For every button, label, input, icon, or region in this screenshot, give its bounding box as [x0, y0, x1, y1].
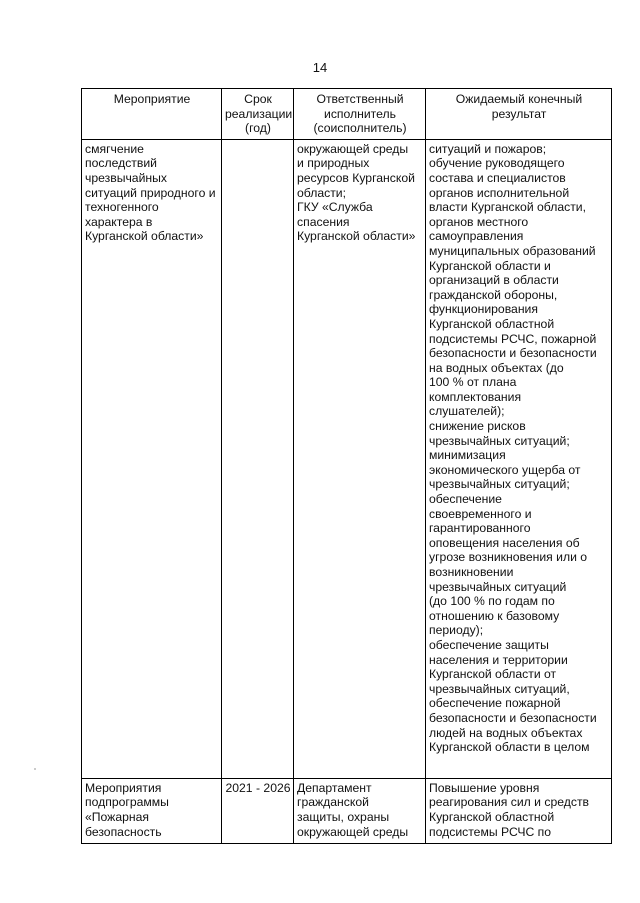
text-line: Повышение уровня [429, 780, 540, 795]
text-line: окружающей среды [297, 141, 409, 156]
text-line: Срок [244, 92, 272, 106]
text-line: Курганской области в целом [429, 740, 590, 755]
text-line: состава и специалистов [429, 170, 566, 185]
text-line: угрозе возникновения или о [429, 550, 588, 565]
text-line: исполнитель [324, 106, 396, 121]
text-line: Курганской областной [429, 809, 555, 824]
text-line: Курганской области» [297, 229, 416, 244]
table-row [82, 778, 612, 843]
scan-speck [34, 768, 36, 770]
text-line: подсистемы РСЧС по [429, 824, 552, 839]
text-line: людей на водных объектах [429, 725, 583, 740]
text-line: безопасность [85, 824, 162, 839]
text-line: минимизация [429, 448, 506, 463]
text-line: снижение рисков [429, 419, 526, 434]
text-line: гражданской обороны, [429, 287, 558, 302]
text-line: (соисполнитель) [313, 121, 407, 136]
text-line: подпрограммы [85, 795, 169, 810]
text-line: Ожидаемый конечный [455, 92, 583, 106]
header-event [82, 89, 222, 140]
header-term [222, 89, 294, 140]
text-line: Департамент [297, 780, 372, 795]
cell-result [426, 778, 612, 843]
text-line: Курганской области от [429, 667, 557, 682]
text-line: самоуправления [429, 229, 524, 244]
text-line: спасения [297, 214, 350, 229]
cell-term [222, 778, 294, 843]
text-line: периоду); [429, 623, 484, 638]
measures-table [81, 88, 612, 844]
text-line: подсистемы РСЧС, пожарной [429, 331, 597, 346]
text-line: реализации [225, 106, 293, 121]
text-line: своевременного и [429, 506, 532, 521]
text-line: 100 % от плана [429, 375, 517, 390]
text-line: обеспечение защиты [429, 637, 549, 652]
text-line: и природных [297, 156, 370, 171]
text-line: последствий [85, 156, 157, 171]
text-line: техногенного [85, 200, 159, 215]
text-line: гарантированного [429, 521, 531, 536]
table-row [82, 139, 612, 778]
text-line: комплектования [429, 389, 522, 404]
text-line: (до 100 % по годам по [429, 594, 555, 609]
text-line: области; [297, 185, 346, 200]
text-line: Ответственный [316, 92, 404, 106]
text-line: ситуаций природного и [85, 185, 216, 200]
cell-result [426, 139, 612, 778]
text-line: оповещения населения об [429, 535, 580, 550]
text-line: характера в [85, 214, 153, 229]
text-line: власти Курганской области, [429, 200, 586, 215]
text-line: обеспечение [429, 492, 502, 507]
cell-event [82, 778, 222, 843]
text-line: ресурсов Курганской [297, 170, 415, 185]
text-line: отношению к базовому [429, 608, 560, 623]
text-line: (год) [245, 121, 271, 136]
text-line: результат [491, 106, 547, 121]
text-line: чрезвычайных ситуаций, [429, 681, 570, 696]
text-line: 2021 - 2026 [225, 780, 291, 795]
header-executor [294, 89, 426, 140]
text-line: экономического ущерба от [429, 462, 581, 477]
text-line: «Пожарная [85, 809, 149, 824]
cell-executor [294, 778, 426, 843]
table-header-row [82, 89, 612, 140]
text-line: смягчение [85, 141, 144, 156]
cell-term [222, 139, 294, 778]
text-line: населения и территории [429, 652, 568, 667]
text-line: органов исполнительной [429, 185, 570, 200]
text-line: Курганской области» [85, 229, 204, 244]
text-line: органов местного [429, 214, 529, 229]
text-line: чрезвычайных ситуаций; [429, 433, 570, 448]
text-line: обучение руководящего [429, 156, 565, 171]
text-line: муниципальных образований [429, 243, 596, 258]
text-line: реагирования сил и средств [429, 795, 590, 810]
text-line: чрезвычайных [85, 170, 167, 185]
text-line: Курганской областной [429, 316, 555, 331]
cell-executor [294, 139, 426, 778]
text-line: на водных объектах (до [429, 360, 564, 375]
text-line: Мероприятия [85, 780, 162, 795]
text-line: ситуаций и пожаров; [429, 141, 547, 156]
text-line: слушателей); [429, 404, 505, 419]
text-line: безопасности и безопасности [429, 346, 597, 361]
cell-event [82, 139, 222, 778]
text-line: гражданской [297, 795, 369, 810]
text-line: Мероприятие [113, 92, 191, 106]
text-line: обеспечение пожарной [429, 696, 561, 711]
text-line: окружающей среды [297, 824, 409, 839]
text-line: функционирования [429, 302, 538, 317]
header-result [426, 89, 612, 140]
text-line: возникновении [429, 565, 514, 579]
text-line: ГКУ «Служба [297, 200, 373, 215]
text-line: Курганской области и [429, 258, 551, 273]
text-line: безопасности и безопасности [429, 710, 597, 725]
page-number: 14 [312, 60, 328, 75]
text-line: чрезвычайных ситуаций; [429, 477, 570, 492]
text-line: организаций в области [429, 273, 559, 288]
text-line: чрезвычайных ситуаций [429, 579, 567, 594]
text-line: защиты, охраны [297, 809, 390, 824]
